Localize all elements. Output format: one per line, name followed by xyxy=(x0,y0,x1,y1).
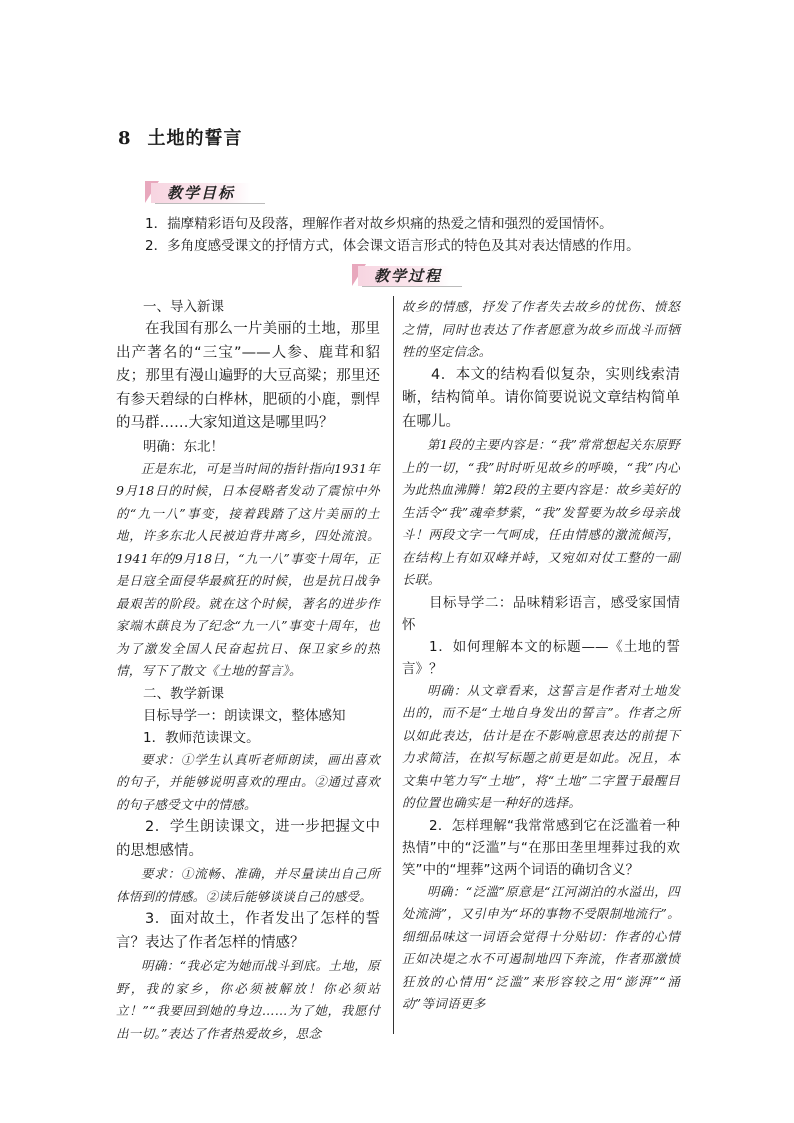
question: 4．本文的结构看似复杂，实则线索清晰，结构简单。请你简要说说文章结构简单在哪儿。 xyxy=(402,366,680,430)
goals-section-label xyxy=(145,181,265,203)
goals-label-text: 教学目标 xyxy=(167,184,236,202)
paragraph: 正是东北，可是当时间的指针指向1931年9月18日的时候，日本侵略者发动了震惊中外的“九一八”事变，接着践踏了这片美丽的土地，许多东北人民被迫背井离乡，四处流浪。1941年的9月18日，“九一八”事变十周年，正是日寇全面侵华最疯狂的时候，也是抗日战争最艰苦的阶段。就在这个时候，著名的进步作家端木蕻良为了纪念“九一八”事变十周年，也为了激发全国人民奋起抗日、保卫家乡的热情，写下了散文《土地的誓言》。 xyxy=(116,460,380,678)
paragraph: 明确：“我必定为她而战斗到底。土地，原野，我的家乡，你必须被解放！你必须站立！”“我要回到她的身边……为了她，我愿付出一切。”表达了作者热爱故乡，思念 xyxy=(116,958,380,1041)
paragraph: 要求：①流畅、准确，并尽量读出自己所体悟到的情感。②读后能够谈谈自己的感受。 xyxy=(116,866,380,904)
paragraph: 故乡的情感，抒发了作者失去故乡的忧伤、愤怒之情，同时也表达了作者愿意为故乡而战斗而牺牲的坚定信念。 xyxy=(402,299,680,359)
question: 3．面对故土，作者发出了怎样的誓言？表达了作者怎样的情感？ xyxy=(116,911,380,951)
label-underline xyxy=(155,203,265,204)
paragraph: 明确：“泛滥”原意是“江河湖泊的水溢出，四处流淌”，又引申为“坏的事物不受限制地流行”。细细品味这一词语会觉得十分贴切：作者的心情正如决堤之水不可遏制地四下奔流，作者那激愤狂放的心情用“泛滥”来形容较之用“澎湃”“涌动”等词语更多 xyxy=(402,883,680,1011)
paragraph: 明确：东北！ xyxy=(143,438,224,455)
question: 1．如何理解本文的标题——《土地的誓言》？ xyxy=(402,638,680,677)
left-column xyxy=(116,296,380,1045)
question: 2．怎样理解“我常常感到它在泛滥着一种热情”中的“泛滥”与“在那田垄里埋葬过我的欢笑”中的“埋葬”这两个词语的确切含义？ xyxy=(402,817,680,878)
subheading: 目标导学二：品味精彩语言，感受家国情怀 xyxy=(402,594,680,633)
paragraph: 在我国有那么一片美丽的土地，那里出产著名的“三宝”——人参、鹿茸和貂皮；那里有漫山遍野的大豆高粱；那里还有参天碧绿的白桦林，肥硕的小鹿，剽悍的马群……大家知道这是哪里吗？ xyxy=(116,321,380,431)
question: 1．教师范读课文。 xyxy=(143,729,260,746)
right-column xyxy=(402,296,680,1016)
question: 2．学生朗读课文，进一步把握文中的思想感情。 xyxy=(116,819,380,859)
lesson-number: 8 xyxy=(118,128,132,149)
lesson-title-text: 土地的誓言 xyxy=(147,128,243,149)
paragraph: 要求：①学生认真听老师朗读，画出喜欢的句子，并能够说明喜欢的理由。②通过喜欢的句子感受文中的情感。 xyxy=(116,751,380,812)
section-heading: 一、导入新课 xyxy=(143,299,224,315)
process-label-text: 教学过程 xyxy=(374,267,443,285)
lesson-title xyxy=(118,124,243,150)
paragraph: 明确：从文章看来，这誓言是作者对土地发出的，而不是“土地自身发出的誓言”。作者之所以如此表达，估计是在不影响意思表达的前提下力求简洁，在拟写标题之前更是如此。况且，本文集中笔力写“土地”，将“土地”二字置于最醒目的位置也确实是一种好的选择。 xyxy=(402,682,680,810)
subheading: 目标导学一：朗读课文，整体感知 xyxy=(143,707,346,724)
section-heading: 二、教学新课 xyxy=(143,685,224,702)
label-underline xyxy=(362,286,462,287)
paragraph: 第1段的主要内容是：“我”常常想起关东原野上的一切，“我”时时听见故乡的呼唤，“我”内心为此热血沸腾！第2段的主要内容是：故乡美好的生活令“我”魂牵梦萦，“我”发誓要为故乡母亲战斗！两段文字一气呵成，任由情感的激流倾泻，在结构上有如双峰并峙，又宛如对仗工整的一副长联。 xyxy=(402,437,680,587)
goal-item-1: 1．揣摩精彩语句及段落，理解作者对故乡炽痛的热爱之情和强烈的爱国情怀。 xyxy=(145,216,613,232)
process-section-label xyxy=(352,264,462,286)
goal-item-2: 2．多角度感受课文的抒情方式，体会课文语言形式的特色及其对表达情感的作用。 xyxy=(145,238,640,254)
column-divider xyxy=(393,296,394,1034)
